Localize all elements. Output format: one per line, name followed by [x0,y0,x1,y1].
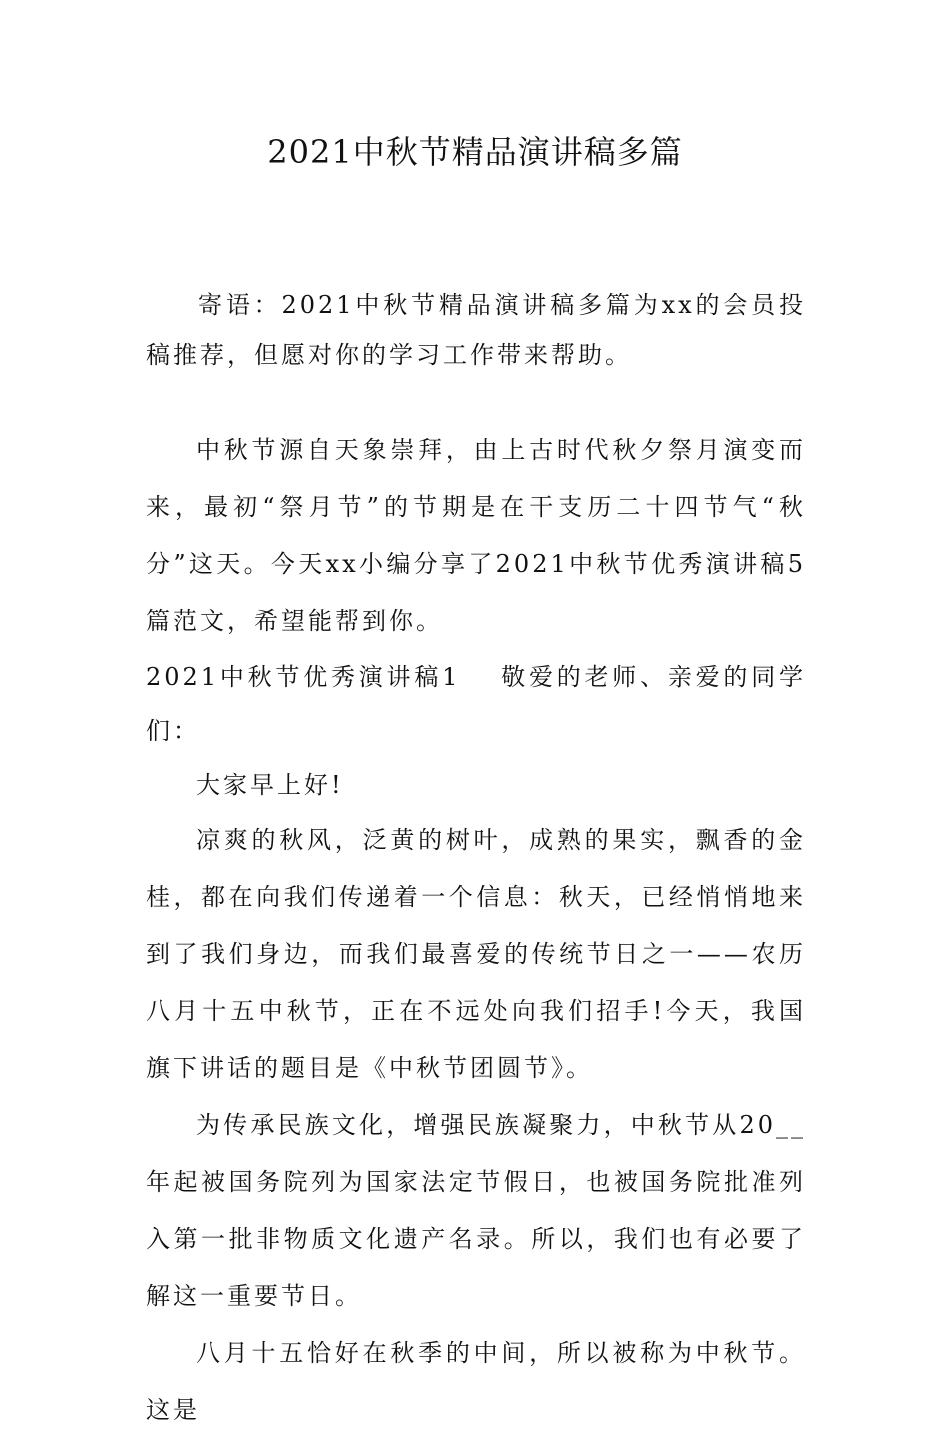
foreword-text: 寄语：2021中秋节精品演讲稿多篇为xx的会员投稿推荐，但愿对你的学习工作带来帮助。 [146,291,806,369]
document-body [146,422,806,1439]
section-heading-line [146,650,806,758]
foreword-block [146,280,806,380]
paragraph-greeting: 大家早上好! [196,771,344,799]
paragraph-autumn: 凉爽的秋风，泛黄的树叶，成熟的果实，飘香的金桂，都在向我们传递着一个信息：秋天，已经悄悄地来到了我们身边，而我们最喜爱的传统节日之一——农历八月十五中秋节，正在不远处向我们招手!今天，我国旗下讲话的题目是《中秋节团圆节》。 [146,826,806,1082]
document-title: 2021中秋节精品演讲稿多篇 [267,133,683,171]
paragraph-heritage: 为传承民族文化，增强民族凝聚力，中秋节从20__年起被国务院列为国家法定节假日，也被国务院批准列入第一批非物质文化遗产名录。所以，我们也有必要了解这一重要节日。 [146,1111,806,1310]
paragraph-midautumn: 八月十五恰好在秋季的中间，所以被称为中秋节。这是 [146,1339,806,1424]
salutation: 敬爱的老师、亲爱的同学们： [146,663,806,745]
section-heading: 2021中秋节优秀演讲稿1 [146,663,461,691]
intro-paragraph: 中秋节源自天象崇拜，由上古时代秋夕祭月演变而来，最初“祭月节”的节期是在干支历二十四节气“秋分”这天。今天xx小编分享了2021中秋节优秀演讲稿5篇范文，希望能帮到你。 [146,436,806,635]
